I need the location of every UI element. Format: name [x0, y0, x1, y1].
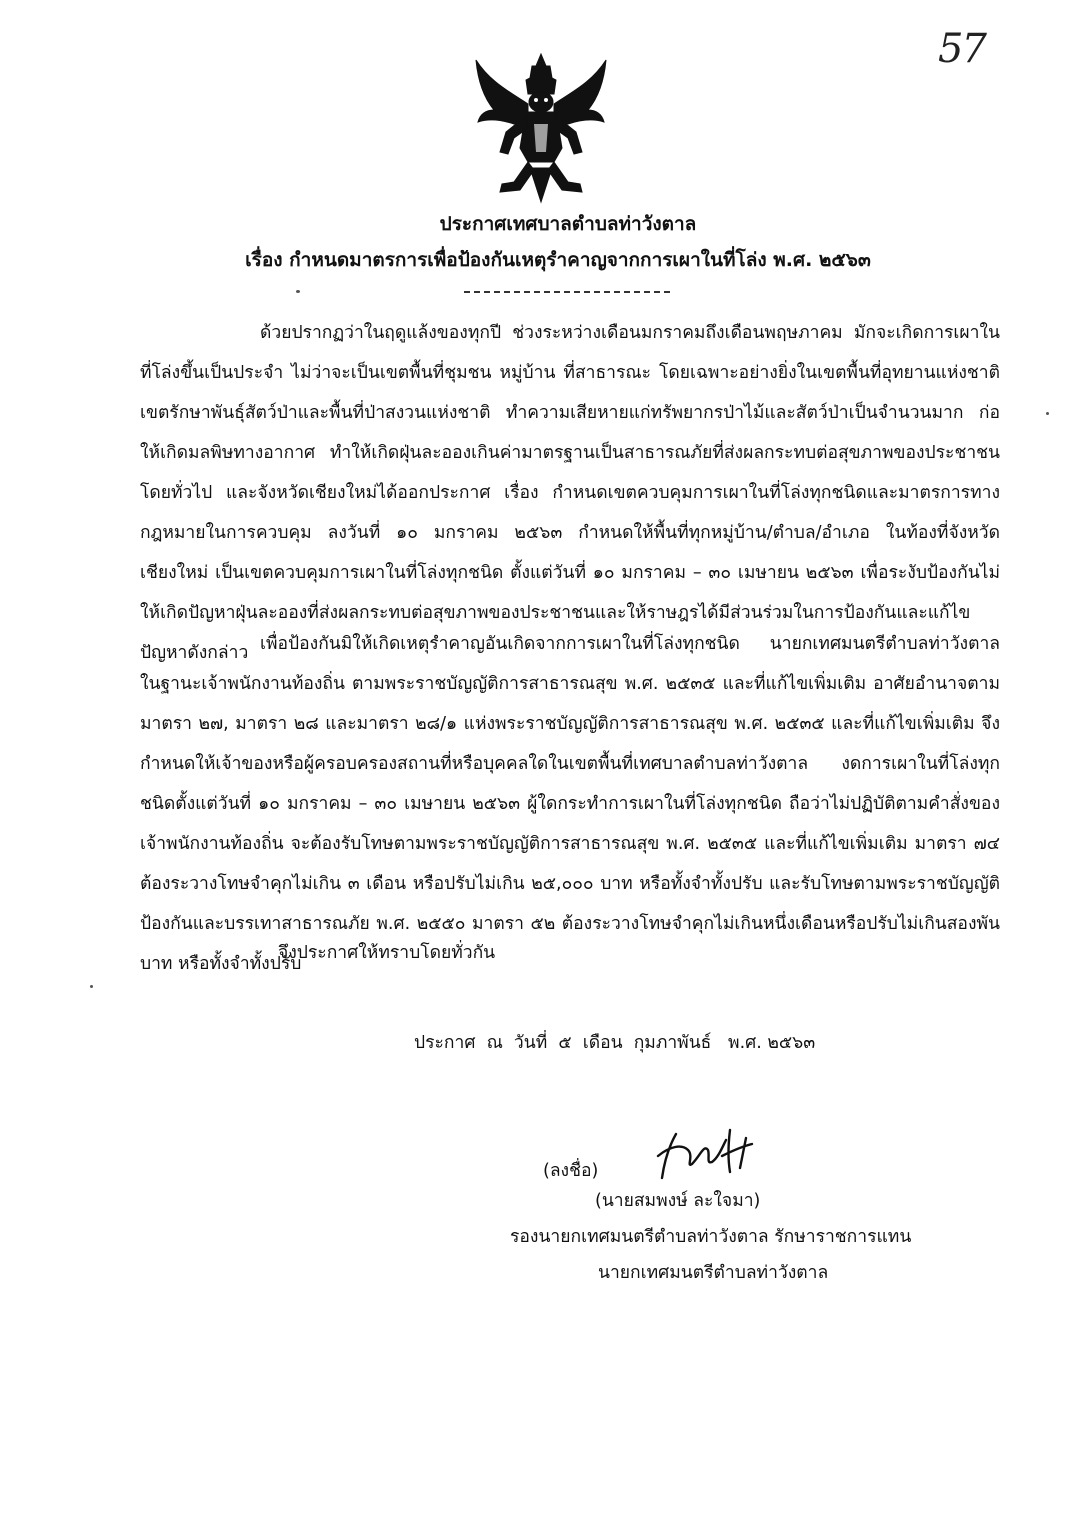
body-paragraph-1: ด้วยปรากฏว่าในฤดูแล้งของทุกปี ช่วงระหว่างเดือนมกราคมถึงเดือนพฤษภาคม มักจะเกิดการเผาในที่โล่งขึ้นเป็นประจำ ไม่ว่าจะเป็นเขตพื้นที่ชุมชน หมู่บ้าน ที่สาธารณะ โดยเฉพาะอย่างยิ่งในเขตพื้นที่อุทยานแห่งชาติ เขตรักษาพันธุ์สัตว์ป่าและพื้นที่ป่าสงวนแห่งชาติ ทำความเสียหายแก่ทรัพยากรป่าไม้และสัตว์ป่าเป็นจำนวนมาก ก่อให้เกิดมลพิษทางอากาศ ทำให้เกิดฝุ่นละอองเกินค่ามาตรฐานเป็นสาธารณภัยที่ส่งผลกระทบต่อสุขภาพของประชาชนโดยทั่วไป และจังหวัดเชียงใหม่ได้ออกประกาศ เรื่อง กำหนดเขตควบคุมการเผาในที่โล่งทุกชนิดและมาตรการทางกฎหมายในการควบคุม ลงวันที่ ๑๐ มกราคม ๒๕๖๓ กำหนดให้พื้นที่ทุกหมู่บ้าน/ตำบล/อำเภอ ในท้องที่จังหวัดเชียงใหม่ เป็นเขตควบคุมการเผาในที่โล่งทุกชนิด ตั้งแต่วันที่ ๑๐ มกราคม – ๓๐ เมษายน ๒๕๖๓ เพื่อระงับป้องกันไม่ให้เกิดปัญหาฝุ่นละอองที่ส่งผลกระทบต่อสุขภาพของประชาชนและให้ราษฎรได้มีส่วนร่วมในการป้องกันและแก้ไขปัญหาดังกล่าว: [140, 323, 1000, 663]
signer-title-line-1: รองนายกเทศมนตรีตำบลท่าวังตาล รักษาราชการแทน: [510, 1227, 912, 1247]
page-number: 57: [938, 26, 985, 72]
scan-speck: [90, 985, 93, 988]
sign-label: (ลงชื่อ): [543, 1161, 599, 1181]
handwritten-signature-icon: [648, 1116, 768, 1186]
announcement-date: ประกาศ ณ วันที่ ๕ เดือน กุมภาพันธ์ พ.ศ. ๒๕๖๓: [414, 1033, 816, 1053]
closing-statement: จึงประกาศให้ทราบโดยทั่วกัน: [278, 943, 496, 963]
garuda-emblem-icon: [470, 52, 612, 208]
body-paragraph-2: เพื่อป้องกันมิให้เกิดเหตุรำคาญอันเกิดจากการเผาในที่โล่งทุกชนิด นายกเทศมนตรีตำบลท่าวังตาล ในฐานะเจ้าพนักงานท้องถิ่น ตามพระราชบัญญัติการสาธารณสุข พ.ศ. ๒๕๓๕ และที่แก้ไขเพิ่มเติม อาศัยอำนาจตามมาตรา ๒๗, มาตรา ๒๘ และมาตรา ๒๘/๑ แห่งพระราชบัญญัติการสาธารณสุข พ.ศ. ๒๕๓๕ และที่แก้ไขเพิ่มเติม จึงกำหนดให้เจ้าของหรือผู้ครอบครองสถานที่หรือบุคคลใดในเขตพื้นที่เทศบาลตำบลท่าวังตาล งดการเผาในที่โล่งทุกชนิดตั้งแต่วันที่ ๑๐ มกราคม – ๓๐ เมษายน ๒๕๖๓ ผู้ใดกระทำการเผาในที่โล่งทุกชนิด ถือว่าไม่ปฏิบัติตามคำสั่งของเจ้าพนักงานท้องถิ่น จะต้องรับโทษตามพระราชบัญญัติการสาธารณสุข พ.ศ. ๒๕๓๕ และที่แก้ไขเพิ่มเติม มาตรา ๗๔ ต้องระวางโทษจำคุกไม่เกิน ๓ เดือน หรือปรับไม่เกิน ๒๕,๐๐๐ บาท หรือทั้งจำทั้งปรับ และรับโทษตามพระราชบัญญัติป้องกันและบรรเทาสาธารณภัย พ.ศ. ๒๕๕๐ มาตรา ๕๒ ต้องระวางโทษจำคุกไม่เกินหนึ่งเดือนหรือปรับไม่เกินสองพันบาท หรือทั้งจำทั้งปรับ: [140, 634, 1000, 974]
signer-name: (นายสมพงษ์ ละใจมา): [595, 1191, 761, 1211]
scan-speck: [1046, 412, 1049, 415]
separator-line: [464, 291, 670, 293]
document-subject: เรื่อง กำหนดมาตรการเพื่อป้องกันเหตุรำคาญจากการเผาในที่โล่ง พ.ศ. ๒๕๖๓: [245, 249, 871, 271]
scan-speck: [296, 290, 300, 293]
signer-title-line-2: นายกเทศมนตรีตำบลท่าวังตาล: [598, 1263, 829, 1283]
document-issuer: ประกาศเทศบาลตำบลท่าวังตาล: [439, 213, 697, 235]
